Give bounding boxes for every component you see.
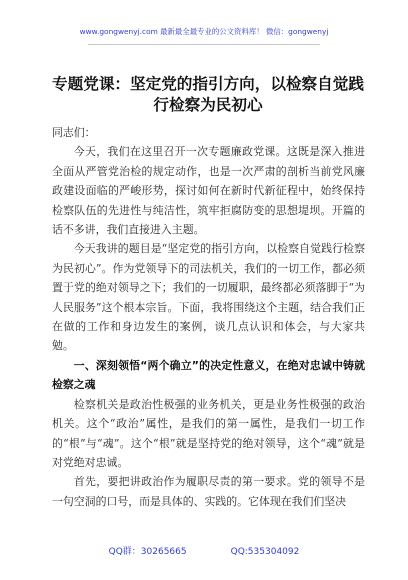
footer-qq-contact: QQ:535304092 — [230, 547, 300, 557]
salutation: 同志们： — [52, 126, 96, 139]
document-body — [52, 123, 365, 511]
footer-qq-group: QQ群：30265665 — [108, 547, 187, 557]
paragraph: 今天，我们在这里召开一次专题廉政党课。这既是深入推进全面从严管党治检的规定动作，也是一次严肃的剖析当前党风廉政建设面临的严峻形势，探讨如何在新时代新征程中，始终保持检察队伍的先进性与纯洁性，筑牢拒腐防变的思想堤坝。开篇的话不多讲，我们直接进入主题。 — [52, 145, 365, 237]
section-heading: 一、深刻领悟“两个确立”的决定性意义，在绝对忠诚中铸就检察之魂 — [52, 358, 365, 392]
paragraph: 检察机关是政治性极强的业务机关，更是业务性极强的政治机关。这个“政治”属性，是我们的第一属性，是我们一切工作的“根”与“魂”。这个“根”就是坚持党的绝对领导，这个“魂”就是对党绝对忠诚。 — [52, 397, 365, 469]
header-divider — [88, 44, 320, 45]
document-title: 专题党课：坚定党的指引方向，以检察自觉践行检察为民初心 — [52, 75, 364, 114]
paragraph: 首先，要把讲政治作为履职尽责的第一要求。党的领导不是一句空洞的口号，而是具体的、实践的。它体现在我们们坚决 — [52, 475, 365, 508]
paragraph: 今天我讲的题目是“坚定党的指引方向，以检察自觉践行检察为民初心”。作为党领导下的司法机关，我们的一切工作，都必须置于党的绝对领导之下；我们的一切履职，最终都必须落脚于“为人民服务”这个根本宗旨。下面，我将围绕这个主题，结合我们正在做的工作和身边发生的案例，谈几点认识和体会，与大家共勉。 — [52, 242, 365, 353]
site-header: www.gongwenyj.com 最新最全最专业的公文资料库！ 微信：gongwenyj — [79, 27, 329, 36]
page-footer — [0, 544, 408, 557]
